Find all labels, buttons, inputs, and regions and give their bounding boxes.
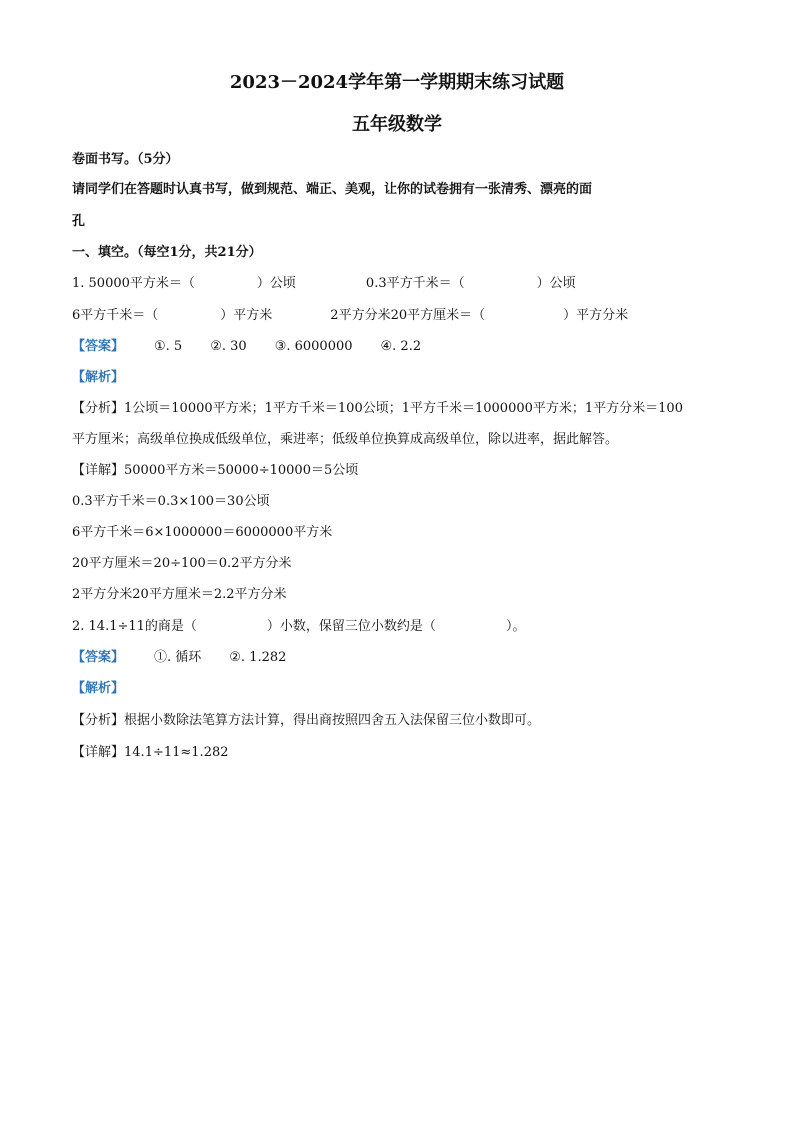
q1-answer-line	[72, 337, 734, 357]
q1-answer-1: ①. 5	[154, 339, 183, 354]
q1-b-prefix: 0.3平方千米＝（	[365, 276, 465, 291]
page-subtitle: 五年级数学	[352, 114, 442, 135]
q2-answer-1: ①. 循环	[154, 650, 202, 665]
q2-answer-tag: 【答案】	[72, 650, 125, 665]
q1-xiangjie-line-1	[72, 461, 734, 481]
q2-xiangjie-tag: 【详解】	[72, 745, 125, 760]
q2-prefix: 2. 14.1÷11的商是（	[72, 619, 197, 634]
q2-fenxi-line	[72, 711, 734, 731]
q2-answer-2: ②. 1.282	[229, 650, 287, 665]
q1-analysis-tag	[72, 368, 734, 388]
q1-answer-2: ②. 30	[210, 339, 247, 354]
q1-step-4: 20平方厘米＝20÷100＝0.2平方分米	[72, 556, 292, 571]
q1-fenxi-line-1	[72, 399, 734, 419]
q2-middle: ）小数，保留三位小数约是（	[266, 619, 436, 634]
q2-analysis-tag	[72, 679, 734, 699]
q1-fenxi-tag: 【分析】	[72, 401, 125, 416]
q1-xiangjie-tag: 【详解】	[72, 463, 125, 478]
question-2-line	[72, 617, 734, 637]
handwriting-text-line-1: 请同学们在答题时认真书写，做到规范、端正、美观，让你的试卷拥有一张清秀、漂亮的面	[72, 182, 593, 197]
q2-xiangjie-text: 14.1÷11≈1.282	[124, 745, 229, 760]
q1-b-suffix: ）公顷	[536, 276, 576, 291]
q1-step-2: 0.3平方千米＝0.3×100＝30公顷	[72, 494, 270, 509]
page-title: 2023－2024学年第一学期期末练习试题	[229, 72, 565, 93]
q1-answer-tag: 【答案】	[72, 339, 125, 354]
q1-d-prefix: 2平方分米20平方厘米＝（	[330, 308, 486, 323]
q1-answer-4: ④. 2.2	[380, 339, 422, 354]
q1-d-suffix: ）平方分米	[563, 308, 629, 323]
q1-analysis-label: 【解析】	[72, 370, 125, 385]
q1-fenxi-text-1: 1公顷＝10000平方米；1平方千米＝100公顷；1平方千米＝1000000平方米；1平方分米＝100	[124, 401, 683, 416]
q1-a-prefix: 1. 50000平方米＝（	[72, 276, 195, 291]
section-heading-fill-blank: 一、填空。（每空1分，共21分）	[72, 245, 262, 260]
handwriting-text-line-2: 孔	[72, 214, 86, 229]
question-1-line-1	[72, 274, 734, 294]
q1-a-suffix: ）公顷	[256, 276, 296, 291]
q1-answer-3: ③. 6000000	[274, 339, 353, 354]
handwriting-heading: 卷面书写。（5分）	[72, 152, 179, 167]
q2-fenxi-tag: 【分析】	[72, 713, 125, 728]
q2-answer-line	[72, 648, 734, 668]
question-1-line-2	[72, 306, 734, 326]
q2-fenxi-text: 根据小数除法笔算方法计算，得出商按照四舍五入法保留三位小数即可。	[124, 713, 541, 728]
q1-step-3: 6平方千米＝6×1000000＝6000000平方米	[72, 525, 333, 540]
q2-suffix: ）。	[505, 619, 526, 634]
q1-c-prefix: 6平方千米＝（	[72, 308, 159, 323]
q1-step-5: 2平方分米20平方厘米＝2.2平方分米	[72, 587, 287, 602]
q1-fenxi-line-2: 平方厘米；高级单位换成低级单位，乘进率；低级单位换算成高级单位，除以进率，据此解答。	[72, 432, 619, 447]
q2-xiangjie-line	[72, 743, 734, 763]
q2-analysis-label: 【解析】	[72, 681, 125, 696]
q1-step-1: 50000平方米＝50000÷10000＝5公顷	[124, 463, 359, 478]
q1-c-suffix: ）平方米	[220, 308, 273, 323]
